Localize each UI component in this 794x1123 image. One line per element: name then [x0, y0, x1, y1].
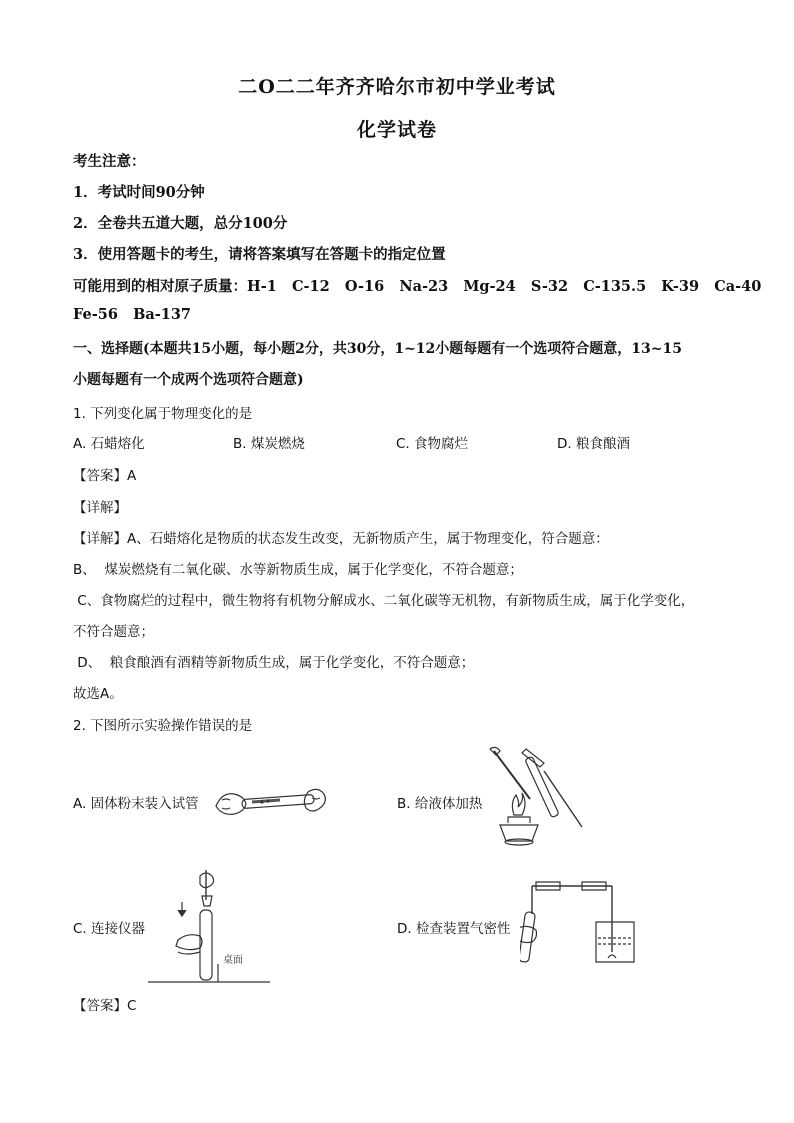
q1-option-d: D. 粮食酿酒 — [557, 436, 630, 452]
q1-option-c: C. 食物腐烂 — [396, 436, 469, 452]
q1-option-b: B. 煤炭燃烧 — [233, 436, 305, 452]
q2-stem: 2. 下图所示实验操作错误的是 — [73, 718, 253, 734]
powder-into-tube-figure — [212, 778, 332, 828]
q1-answer: 【答案】A — [73, 468, 137, 484]
notice-title: 考生注意： — [73, 153, 146, 170]
airtightness-check-figure — [520, 878, 640, 968]
exam-subtitle: 化学试卷 — [356, 119, 437, 141]
notice-item-2: 2．全卷共五道大题，总分100分 — [73, 215, 288, 232]
atomic-mass-line-1: 可能用到的相对原子质量：H-1 C-12 O-16 Na-23 Mg-24 S-32 C-135.5 K-39 Ca-40 — [73, 278, 762, 295]
notice-item-3: 3．使用答题卡的考生，请将答案填写在答题卡的指定位置 — [73, 246, 446, 263]
q1-explanation-3: C、食物腐烂的过程中，微生物将有机物分解成水、二氧化碳等无机物，有新物质生成，属于化学变化， — [73, 593, 695, 609]
q2-answer: 【答案】C — [73, 998, 137, 1014]
section-1-heading-cont: 小题每题有一个成两个选项符合题意) — [73, 372, 304, 388]
q1-explanation-2: B、 煤炭燃烧有二氧化碳、水等新物质生成，属于化学变化，不符合题意； — [73, 562, 523, 578]
section-1-heading: 一、选择题(本题共15小题，每小题2分，共30分，1~12小题每题有一个选项符合题意，13~15 — [73, 341, 682, 357]
connecting-apparatus-figure — [148, 868, 273, 986]
notice-item-1: 1．考试时间90分钟 — [73, 184, 205, 201]
desk-label: 桌面 — [223, 955, 243, 966]
q2-option-a: A. 固体粉末装入试管 — [73, 796, 199, 812]
heating-liquid-figure — [486, 745, 596, 850]
exam-title: 二O二二年齐齐哈尔市初中学业考试 — [238, 76, 556, 98]
q2-option-d: D. 检查装置气密性 — [397, 921, 511, 937]
q2-option-b: B. 给液体加热 — [397, 796, 483, 812]
q1-explanation-5: D、 粮食酿酒有酒精等新物质生成，属于化学变化，不符合题意； — [73, 655, 475, 671]
q1-explanation-6: 故选A。 — [73, 686, 123, 702]
q1-stem: 1. 下列变化属于物理变化的是 — [73, 406, 253, 422]
q1-explanation-4: 不符合题意； — [73, 624, 154, 640]
q2-option-c: C. 连接仪器 — [73, 921, 146, 937]
q1-detail-tag: 【详解】 — [73, 500, 127, 516]
atomic-mass-line-2: Fe-56 Ba-137 — [73, 306, 192, 323]
q1-explanation-1: 【详解】A、石蜡熔化是物质的状态发生改变，无新物质产生，属于物理变化，符合题意： — [73, 531, 609, 547]
q1-option-a: A. 石蜡熔化 — [73, 436, 145, 452]
